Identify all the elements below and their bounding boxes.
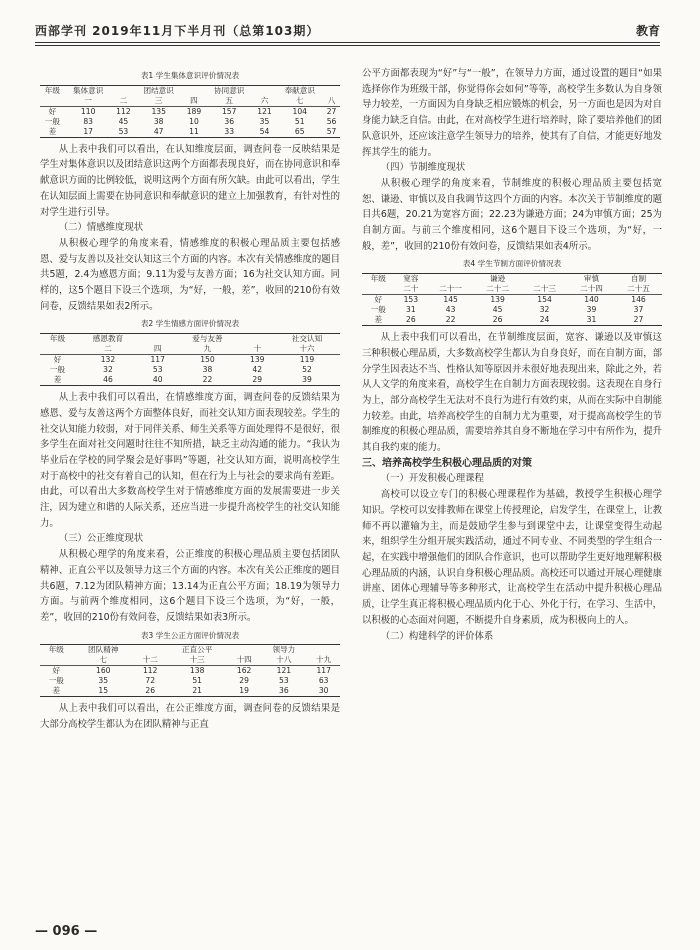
table-cell: 好 (374, 295, 383, 305)
table-cell: 157 (221, 106, 237, 116)
page-header (35, 20, 660, 42)
table-header-cell (228, 645, 261, 656)
table-cell: 52 (302, 365, 312, 375)
table-header-cell (182, 85, 206, 96)
section-heading: （一）开发积极心理课程 (380, 473, 484, 485)
table-cell: 差 (362, 315, 395, 326)
table-cell: 差 (40, 127, 65, 138)
section-heading: （三）公正维度现状 (58, 533, 144, 545)
table-header-cell: 八 (323, 96, 340, 107)
table-header-cell: 爱与友善 (175, 334, 241, 345)
table-header-cell: 年级 (40, 645, 73, 656)
table-caption: 表3 学生公正方面评价情况表 (140, 630, 240, 640)
table-header-cell: 二十五 (615, 284, 662, 295)
table-header-cell: 六 (253, 96, 277, 107)
table-cell: 146 (631, 295, 646, 305)
paragraph: 公平方面都表现为“好”与“一般”，在领导力方面，通过设置的题目“如果选择你作为班级干部，你觉得你会如何”等等，高校学生多数认为自身领导力较差，一方面因为自身缺乏相应锻炼的机会，另一方面也是因为对自身能力缺乏自信。由此，在对高校学生进行培养时，除了要培养他们的团队意识外，还应该注意学生领导力的培养，使其有了自信，才能更好地发挥其学生的能力。 (362, 68, 663, 158)
table-cell: 83 (83, 116, 93, 126)
table-cell: 45 (492, 305, 503, 315)
table-cell: 27 (326, 106, 337, 116)
table-cell: 一般 (370, 305, 386, 315)
table-cell: 好 (48, 106, 57, 116)
table-row (40, 666, 340, 677)
table-cell: 135 (151, 106, 166, 116)
table-row (40, 127, 340, 138)
table-cell: 39 (274, 375, 340, 386)
table-header-cell (141, 334, 175, 345)
table-cell: 29 (239, 676, 249, 686)
table-header-cell: 宽容 (395, 274, 428, 285)
table-header-cell: 年级 (362, 274, 395, 285)
table-cell: 27 (615, 315, 662, 326)
table-cell: 132 (100, 355, 116, 365)
table-cell: 33 (206, 127, 253, 138)
table-cell: 26 (474, 315, 521, 326)
table-cell: 112 (142, 666, 158, 676)
table-3 (40, 644, 340, 697)
table-cell: 40 (141, 375, 175, 386)
table-cell: 56 (326, 116, 337, 126)
table-header-cell (40, 96, 65, 107)
table-cell: 160 (95, 666, 111, 676)
table-row (40, 676, 340, 686)
table-cell: 24 (521, 315, 568, 326)
table-cell: 54 (253, 127, 277, 138)
table-cell: 140 (584, 295, 599, 305)
table-cell: 15 (73, 686, 134, 697)
table-cell: 121 (257, 106, 272, 116)
table-header-cell: 四 (182, 96, 206, 107)
table-header-cell: 奉献意识 (276, 85, 323, 96)
table-row (40, 365, 340, 375)
table-cell: 38 (202, 365, 213, 375)
section-label: 教育 (635, 24, 660, 38)
table-cell: 31 (406, 305, 416, 315)
paragraph: 从上表中我们可以看出，在公正维度方面，调查问卷的反馈结果是大部分高校学生都认为在团队精神与正直 (40, 703, 340, 731)
table-header-cell (240, 334, 274, 345)
section-heading: （二）情感维度现状 (58, 222, 144, 234)
table-header-cell: 十八 (260, 655, 307, 666)
page-number: — 096 — (35, 924, 98, 939)
table-header-cell: 十二 (134, 655, 167, 666)
table-cell: 差 (40, 686, 73, 697)
table-cell: 110 (80, 106, 96, 116)
table-cell: 139 (249, 355, 265, 365)
table-cell: 22 (427, 315, 474, 326)
table-cell: 一般 (48, 676, 64, 686)
table-header-row (40, 96, 340, 107)
paragraph: 从积极心理学的角度来看，情感维度的积极心理品质主要包括感恩、爱与友善以及社交认知这三个方面的内容。本次有关情感维度的题目共5题，2.4为感恩方面；9.11为爱与友善方面；16为社交认知方面。同样的，这5个题目下设三个选项，为“好，一般，差”，收回的210份有效问卷，反馈结果如表2所示。 (40, 237, 341, 312)
table-cell: 37 (633, 305, 644, 315)
table-1 (40, 85, 340, 138)
table-row (362, 315, 662, 326)
table-cell: 26 (134, 686, 167, 697)
table-header-cell: 七 (276, 96, 323, 107)
table-cell: 45 (118, 116, 129, 126)
table-header-cell (40, 655, 73, 666)
table-cell: 46 (75, 375, 141, 386)
table-row (40, 686, 340, 697)
section-heading: （四）节制维度现状 (380, 162, 466, 174)
table-header-cell: 年级 (40, 85, 65, 96)
table-header-cell: 感恩教育 (75, 334, 141, 345)
table-cell: 162 (236, 666, 252, 676)
paragraph: 从积极心理学的角度来看，节制维度的积极心理品质主要包括宽恕、谦逊、审慎以及自我调节这四个方面的内容。本次关于节制维度的题目共6题，20.21为宽容方面；22.23为谦逊方面；24为审慎方面；25为自制方面。与前三个维度相同，这6个题目下设三个选项，为“好，一般，差”，收回的210份有效问卷，反馈结果如表4所示。 (362, 177, 663, 252)
table-4 (362, 273, 662, 326)
table-header-row (362, 284, 662, 295)
table-row (40, 117, 340, 127)
table-header-cell (427, 274, 474, 285)
table-header-cell: 集体意识 (65, 85, 112, 96)
table-header-cell: 团结意识 (135, 85, 182, 96)
table-cell: 117 (316, 666, 331, 676)
table-row (362, 295, 662, 306)
header-rule-thin (35, 45, 660, 46)
table-cell: 154 (537, 295, 552, 305)
table-cell: 32 (539, 305, 550, 315)
table-cell: 43 (445, 305, 456, 315)
table-header-cell: 九 (175, 344, 241, 355)
table-cell: 39 (586, 305, 597, 315)
table-cell: 51 (192, 676, 202, 686)
table-cell: 153 (403, 295, 419, 305)
table-header-cell: 一 (65, 96, 112, 107)
paragraph: 从积极心理学的角度来看，公正维度的积极心理品质主要包括团队精神、正直公平以及领导力这三个方面的内容。本次有关公正维度的题目共6题，7.12为团队精神方面；13.14为正直公平方面；18.19为领导力方面。与前两个维度相同，这6个题目下设三个选项，为“好，一般，差”，收回的210份有效问卷，反馈结果如表3所示。 (40, 549, 341, 623)
table-cell: 35 (98, 676, 109, 686)
table-cell: 26 (395, 315, 428, 326)
paragraph: 从上表中我们可以看出，在认知维度层面，调查问卷一反映结果是学生对集体意识以及团结意识这两个方面都表现良好，而在协同意识和奉献意识方面的比例较低，说明这两个方面有所欠缺。由此可以看出，学生在认知层面上需要在协同意识和奉献意识的建立上加强教育，有针对性的对学生进行引导。 (40, 143, 341, 218)
table-caption: 表1 学生集体意识评价情况表 (140, 71, 240, 80)
table-header-cell: 二十三 (521, 284, 568, 295)
table-header-cell (253, 85, 277, 96)
table-header-cell: 二十 (395, 284, 428, 295)
table-cell: 47 (135, 127, 182, 138)
table-header-cell: 十四 (228, 655, 261, 666)
table-header-cell: 审慎 (568, 274, 615, 285)
table-cell: 11 (182, 127, 206, 138)
table-cell: 32 (103, 365, 113, 375)
table-cell: 36 (224, 116, 235, 126)
table-cell: 35 (259, 116, 270, 126)
table-cell: 117 (150, 355, 165, 365)
table-header-row (40, 334, 340, 345)
table-header-cell: 二十一 (427, 284, 474, 295)
table-header-cell: 七 (73, 655, 134, 666)
journal-title: 西部学刊 2019年11月下半月刊（总第103期） (35, 24, 320, 38)
table-header-cell: 十三 (166, 655, 227, 666)
paragraph: 从上表中我们可以看出，在情感维度方面，调查问卷的反馈结果为感恩、爱与友善这两个方面整体良好，而社交认知方面表现较差。学生的社交认知能力较弱，对于同伴关系、师生关系等方面处理得不是很好，很多学生在面对社交问题时往往不知所措，缺乏主动沟通的能力。“我认为毕业后在学校的同学聚会是好事吗”等题，社交认知方面，说明高校学生对于高校中的社交有着自己的认知，但在行为上与社会的要求尚有差距。由此，可以看出大多数高校学生对于情感维度方面的发展需要进一步关注，因为建立和谐的人际关系，还应当进一步提升高校学生的社交认知能力。 (40, 392, 341, 529)
table-row (40, 106, 340, 117)
table-cell: 63 (318, 676, 329, 686)
table-cell: 17 (65, 127, 112, 138)
table-cell: 139 (490, 295, 505, 305)
table-cell: 38 (153, 116, 164, 126)
table-cell: 72 (145, 676, 156, 686)
table-caption: 表4 学生节制方面评价情况表 (462, 259, 562, 269)
table-header-cell: 二 (75, 344, 141, 355)
table-cell: 30 (307, 686, 340, 697)
table-cell: 10 (189, 116, 199, 126)
table-cell: 53 (112, 127, 136, 138)
table-cell: 31 (568, 315, 615, 326)
table-header-cell: 团队精神 (73, 645, 134, 656)
table-row (40, 355, 340, 366)
table-header-cell: 年级 (40, 334, 75, 345)
table-cell: 好 (52, 666, 61, 676)
table-header-cell: 社交认知 (274, 334, 340, 345)
chapter-heading: 三、培养高校学生积极心理品质的对策 (362, 457, 532, 469)
paragraph: 从上表中我们可以看出，在节制维度层面，宽容、谦逊以及审慎这三种积极心理品质，大多数高校学生都认为自身良好，而在自制方面，部分学生因表达不当、性格认知等原因并未很好地表现出来，除此之外，若从人文学的角度来看，高校学生在自制力方面表现较弱。这表现在自身行为上，部分高校学生无法对不良行为进行有效约束，从而在实际中自制能力较差。由此，培养高校学生的自制力尤为重要，对于提高高校学生的节制维度的积极心理品质，需要培养其自身不断地在学习中有所作为，提升其自我约束的能力。 (362, 332, 663, 454)
table-row (40, 375, 340, 386)
table-caption: 表2 学生情感方面评价情况表 (140, 319, 240, 329)
table-cell: 138 (189, 666, 205, 676)
table-cell: 51 (294, 116, 305, 126)
table-cell: 189 (186, 106, 202, 116)
right-column (362, 66, 662, 644)
table-2 (40, 333, 340, 386)
table-cell: 差 (40, 375, 75, 386)
table-header-cell: 五 (206, 96, 253, 107)
table-cell: 22 (175, 375, 241, 386)
table-header-cell: 三 (135, 96, 182, 107)
table-cell: 57 (323, 127, 340, 138)
table-header-row (40, 655, 340, 666)
left-column (40, 66, 340, 733)
table-header-cell (323, 85, 340, 96)
table-header-cell (362, 284, 395, 295)
table-cell: 42 (252, 365, 263, 375)
table-header-cell: 协同意识 (206, 85, 253, 96)
table-header-row (40, 645, 340, 656)
table-cell: 一般 (44, 116, 60, 126)
table-header-cell (40, 344, 75, 355)
table-cell: 21 (166, 686, 227, 697)
table-cell: 53 (279, 676, 289, 686)
table-cell: 36 (260, 686, 307, 697)
table-header-cell: 谦逊 (474, 274, 521, 285)
table-header-cell (134, 645, 167, 656)
table-header-row (40, 85, 340, 96)
table-header-cell: 二十二 (474, 284, 521, 295)
table-header-row (362, 274, 662, 285)
table-header-cell: 二十四 (568, 284, 615, 295)
table-cell: 19 (228, 686, 261, 697)
table-header-cell (307, 645, 340, 656)
table-header-cell: 二 (112, 96, 136, 107)
table-header-cell (521, 274, 568, 285)
table-header-cell: 正直公平 (166, 645, 227, 656)
table-cell: 29 (240, 375, 274, 386)
table-header-cell (112, 85, 136, 96)
table-cell: 112 (116, 106, 131, 116)
table-row (362, 305, 662, 315)
table-header-cell: 十 (240, 344, 274, 355)
table-cell: 53 (152, 365, 163, 375)
table-cell: 好 (53, 355, 62, 365)
table-cell: 104 (292, 106, 307, 116)
table-header-cell: 十九 (307, 655, 340, 666)
table-cell: 145 (443, 295, 458, 305)
table-cell: 65 (276, 127, 323, 138)
table-header-cell: 领导力 (260, 645, 307, 656)
paragraph: 高校可以设立专门的积极心理课程作为基础，教授学生积极心理学知识。学校可以安排教师在课堂上传授理论，启发学生，在课堂上，让教师不再以灌输为主，而是鼓励学生参与到课堂中去，让课堂变得生动起来，组织学生分组开展实践活动，通过不同专业、不同类型的学生组合一起，在实践中增强他们的团队合作意识，也可以帮助学生更好地理解积极心理品质的内涵，认识自身积极心理品质。高校还可以通过开展心理健康讲座、团体心理辅导等多种形式，让高校学生在活动中提升积极心理品质，让学生真正将积极心理品质内化于心、外化于行，在学习、生活中，以积极的心态面对问题，不断提升自身素质，成为积极向上的人。 (362, 489, 663, 626)
header-rule (35, 42, 660, 43)
table-header-row (40, 344, 340, 355)
section-heading: （二）构建科学的评价体系 (380, 630, 494, 642)
table-cell: 119 (299, 355, 315, 365)
table-cell: 150 (200, 355, 215, 365)
table-header-cell: 自制 (615, 274, 662, 285)
table-header-cell: 四 (141, 344, 175, 355)
table-header-cell: 十六 (274, 344, 340, 355)
table-cell: 121 (276, 666, 292, 676)
table-cell: 一般 (49, 365, 66, 375)
